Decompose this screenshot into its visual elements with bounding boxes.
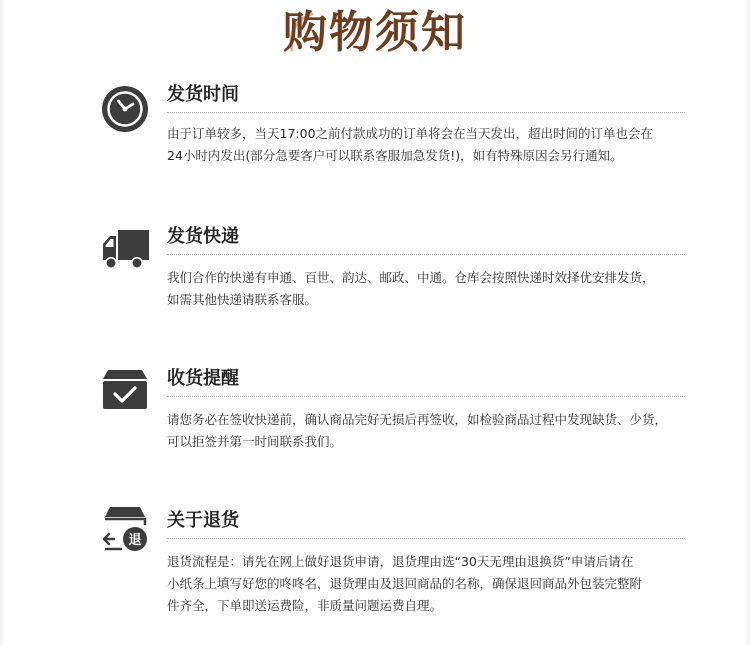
section-body bbox=[167, 267, 687, 311]
body-line: 24小时内发出(部分急要客户可以联系客服加急发货!)，如有特殊原因会另行通知。 bbox=[167, 148, 623, 163]
section-body bbox=[167, 409, 687, 453]
body-line: 退货流程是：请先在网上做好退货申请，退货理由选“30天无理由退换货”申请后请在 bbox=[167, 554, 634, 569]
dotted-divider bbox=[167, 538, 685, 539]
page-title: 购物须知 bbox=[283, 7, 467, 58]
dotted-divider bbox=[167, 254, 685, 255]
return-icon bbox=[100, 505, 150, 555]
checked-box-icon bbox=[100, 368, 150, 418]
section-heading: 发货快递 bbox=[167, 226, 239, 247]
body-line: 小纸条上填写好您的咚咚名，退货理由及退回商品的名称，确保退回商品外包装完整附 bbox=[167, 576, 643, 591]
body-line: 请您务必在签收快递前，确认商品完好无损后再签收，如检验商品过程中发现缺货、少货， bbox=[167, 412, 668, 427]
truck-icon bbox=[100, 226, 150, 276]
body-line: 我们合作的快递有申通、百世、韵达、邮政、中通。仓库会按照快递时效择优安排发货， bbox=[167, 270, 655, 285]
body-line: 可以拒签并第一时间联系我们。 bbox=[167, 434, 343, 449]
right-edge-shade bbox=[744, 0, 750, 645]
section-body bbox=[167, 551, 687, 617]
body-line: 如需其他快递请联系客服。 bbox=[167, 292, 318, 307]
return-badge-text: 退 bbox=[128, 533, 142, 548]
left-edge-shade bbox=[0, 0, 6, 645]
section-body bbox=[167, 123, 687, 167]
section-heading: 关于退货 bbox=[167, 510, 239, 531]
dotted-divider bbox=[167, 396, 685, 397]
body-line: 由于订单较多，当天17:00之前付款成功的订单将会在当天发出，超出时间的订单也会在 bbox=[167, 126, 654, 141]
clock-icon bbox=[100, 84, 150, 134]
body-line: 件齐全，下单即送运费险，非质量问题运费自理。 bbox=[167, 598, 443, 613]
dotted-divider bbox=[167, 112, 685, 113]
section-heading: 收货提醒 bbox=[167, 368, 239, 389]
section-heading: 发货时间 bbox=[167, 84, 239, 105]
